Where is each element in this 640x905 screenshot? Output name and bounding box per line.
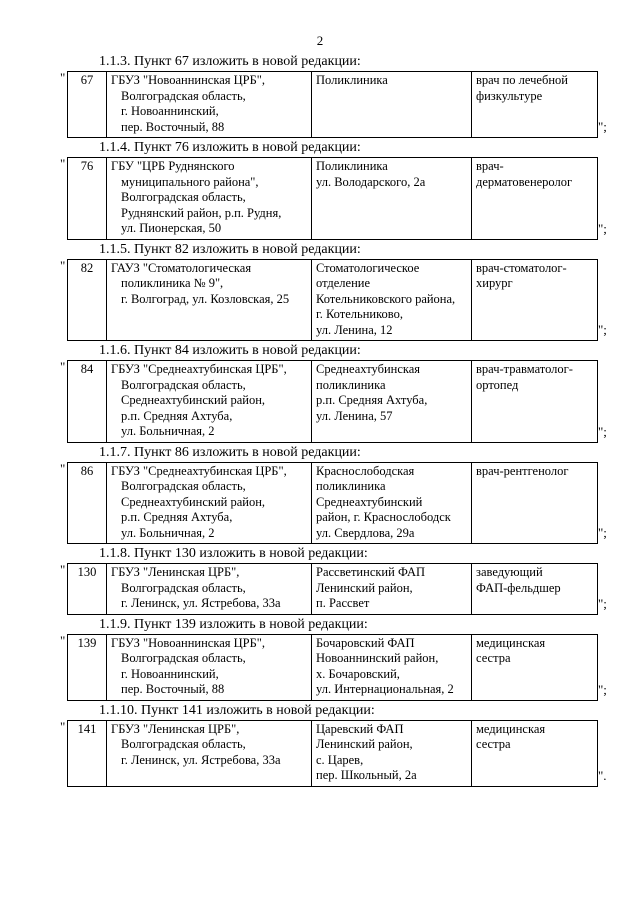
cell-line: Ленинский район, xyxy=(316,737,413,751)
cell-line: пер. Школьный, 2а xyxy=(316,768,417,782)
cell-line: Волгоградская область, xyxy=(121,651,246,665)
table-wrapper xyxy=(0,634,640,701)
closing-quote: "; xyxy=(598,322,607,337)
cell-line: Котельниковского района, xyxy=(316,291,456,306)
opening-quote: " xyxy=(60,718,66,734)
organization-cell xyxy=(107,462,312,544)
cell-line: Краснослободская xyxy=(316,463,415,478)
amendment-heading: 1.1.5. Пункт 82 изложить в новой редакции: xyxy=(99,241,361,257)
cell-line: заведующий xyxy=(476,565,543,579)
cell-line: медицинская xyxy=(476,721,546,736)
amendment-heading: 1.1.7. Пункт 86 изложить в новой редакции: xyxy=(99,444,361,460)
cell-line: медицинская xyxy=(476,635,546,650)
item-number-cell: 67 xyxy=(68,72,107,138)
cell-line: р.п. Средняя Ахтуба, xyxy=(121,408,233,423)
position-cell xyxy=(472,361,598,443)
position-cell xyxy=(472,259,598,341)
opening-quote: " xyxy=(60,359,66,374)
subdivision-cell xyxy=(312,158,472,240)
amendment-heading: 1.1.3. Пункт 67 изложить в новой редакции: xyxy=(99,54,361,69)
cell-line: ГБУ "ЦРБ Руднянского xyxy=(111,159,235,173)
amendment-heading: 1.1.4. Пункт 76 изложить в новой редакции: xyxy=(99,140,361,155)
item-number-cell: 76 xyxy=(68,158,107,240)
cell-line: врач- xyxy=(476,159,504,173)
cell-line: г. Новоаннинский, xyxy=(121,104,219,118)
organization-cell xyxy=(107,158,312,240)
cell-line: сестра xyxy=(476,737,511,751)
position-cell xyxy=(472,462,598,544)
cell-line: Стоматологическое xyxy=(316,260,420,275)
cell-line: поликлиника № 9", xyxy=(121,276,224,290)
cell-line: г. Ленинск, ул. Ястребова, 33а xyxy=(121,752,281,767)
amendment-table xyxy=(67,71,598,138)
cell-line: пер. Восточный, 88 xyxy=(121,682,225,696)
cell-line: пер. Восточный, 88 xyxy=(121,119,225,134)
cell-line: Волгоградская область, xyxy=(121,737,246,751)
cell-line: ГБУЗ "Ленинская ЦРБ", xyxy=(111,721,240,736)
cell-line: врач-травматолог- xyxy=(476,362,573,376)
cell-line: ул. Ленина, 57 xyxy=(316,408,393,423)
opening-quote: " xyxy=(60,562,66,577)
table-row xyxy=(68,259,598,341)
amendment-heading: 1.1.6. Пункт 84 изложить в новой редакции: xyxy=(99,343,361,358)
item-number-cell: 141 xyxy=(68,720,107,786)
cell-line: х. Бочаровский, xyxy=(316,666,400,681)
cell-line: ГАУЗ "Стоматологическая xyxy=(111,260,252,275)
opening-quote: " xyxy=(60,70,66,85)
amendment-item xyxy=(0,617,640,701)
table-wrapper xyxy=(0,157,640,240)
organization-cell xyxy=(107,634,312,700)
table-row xyxy=(68,72,598,138)
cell-line: ГБУЗ "Ленинская ЦРБ", xyxy=(111,565,240,579)
table-row xyxy=(68,720,598,786)
item-number-cell: 139 xyxy=(68,634,107,700)
cell-line: ул. Больничная, 2 xyxy=(121,525,215,540)
cell-line: ГБУЗ "Среднеахтубинская ЦРБ", xyxy=(111,463,287,478)
cell-line: Волгоградская область, xyxy=(121,479,246,493)
table-row xyxy=(68,361,598,443)
cell-line: Волгоградская область, xyxy=(121,190,246,204)
amendment-table xyxy=(67,360,598,443)
cell-line: район, г. Краснослободск xyxy=(316,510,451,524)
cell-line: поликлиника xyxy=(316,377,386,392)
amendment-item xyxy=(0,140,640,240)
cell-line: сестра xyxy=(476,651,511,665)
cell-line: Среднеахтубинский район, xyxy=(121,494,266,509)
organization-cell xyxy=(107,259,312,341)
cell-line: ГБУЗ "Новоаннинская ЦРБ", xyxy=(111,635,266,650)
position-cell xyxy=(472,564,598,615)
cell-line: Волгоградская область, xyxy=(121,88,246,103)
cell-line: г. Котельниково, xyxy=(316,307,403,321)
cell-line: с. Царев, xyxy=(316,752,364,767)
position-cell xyxy=(472,72,598,138)
cell-line: Среднеахтубинский xyxy=(316,494,423,509)
cell-line: врач-рентгенолог xyxy=(476,463,569,478)
subdivision-cell xyxy=(312,72,472,138)
cell-line: Среднеахтубинская xyxy=(316,362,421,376)
subdivision-cell xyxy=(312,720,472,786)
opening-quote: " xyxy=(60,156,66,171)
organization-cell xyxy=(107,361,312,443)
cell-line: врач-стоматолог- xyxy=(476,260,567,275)
organization-cell xyxy=(107,720,312,786)
amendment-item xyxy=(0,546,640,615)
amendment-item xyxy=(0,703,640,787)
amendments-list xyxy=(0,54,640,789)
organization-cell xyxy=(107,564,312,615)
cell-line: Бочаровский ФАП xyxy=(316,635,415,650)
table-row xyxy=(68,564,598,615)
subdivision-cell xyxy=(312,462,472,544)
cell-line: отделение xyxy=(316,276,371,290)
item-number-cell: 130 xyxy=(68,564,107,615)
cell-line: ГБУЗ "Новоаннинская ЦРБ", xyxy=(111,73,266,87)
cell-line: г. Ленинск, ул. Ястребова, 33а xyxy=(121,596,281,610)
cell-line: Царевский ФАП xyxy=(316,721,404,736)
cell-line: ортопед xyxy=(476,377,519,392)
subdivision-cell xyxy=(312,634,472,700)
cell-line: ул. Интернациональная, 2 xyxy=(316,682,454,696)
closing-quote: "; xyxy=(598,119,607,134)
cell-line: г. Волгоград, ул. Козловская, 25 xyxy=(121,291,290,306)
cell-line: дерматовенеролог xyxy=(476,174,573,189)
cell-line: Среднеахтубинский район, xyxy=(121,393,266,407)
cell-line: ул. Пионерская, 50 xyxy=(121,221,222,235)
closing-quote: ". xyxy=(598,767,607,783)
table-row xyxy=(68,158,598,240)
subdivision-cell xyxy=(312,259,472,341)
item-number-cell: 84 xyxy=(68,361,107,443)
closing-quote: "; xyxy=(598,681,607,697)
amendment-table xyxy=(67,720,598,787)
cell-line: хирург xyxy=(476,276,513,290)
table-wrapper xyxy=(0,71,640,138)
amendment-table xyxy=(67,259,598,342)
cell-line: ФАП-фельдшер xyxy=(476,580,561,595)
position-cell xyxy=(472,720,598,786)
cell-line: Рассветинский ФАП xyxy=(316,565,426,579)
cell-line: п. Рассвет xyxy=(316,596,370,610)
table-row xyxy=(68,634,598,700)
organization-cell xyxy=(107,72,312,138)
cell-line: ул. Володарского, 2а xyxy=(316,174,426,189)
table-wrapper xyxy=(0,259,640,342)
subdivision-cell xyxy=(312,564,472,615)
amendment-heading: 1.1.9. Пункт 139 изложить в новой редакции: xyxy=(99,616,368,632)
amendment-table xyxy=(67,634,598,701)
cell-line: физкультуре xyxy=(476,88,543,103)
amendment-heading: 1.1.10. Пункт 141 изложить в новой редакции: xyxy=(99,702,375,718)
cell-line: ул. Ленина, 12 xyxy=(316,322,393,337)
opening-quote: " xyxy=(60,632,66,648)
cell-line: Ленинский район, xyxy=(316,580,413,595)
closing-quote: "; xyxy=(598,525,607,540)
cell-line: ул. Свердлова, 29а xyxy=(316,525,415,540)
cell-line: муниципального района", xyxy=(121,174,259,189)
amendment-table xyxy=(67,563,598,615)
table-wrapper xyxy=(0,720,640,787)
cell-line: Поликлиника xyxy=(316,73,388,87)
table-wrapper xyxy=(0,360,640,443)
amendment-table xyxy=(67,462,598,545)
cell-line: поликлиника xyxy=(316,479,386,493)
subdivision-cell xyxy=(312,361,472,443)
cell-line: Руднянский район, р.п. Рудня, xyxy=(121,205,282,220)
cell-line: Волгоградская область, xyxy=(121,580,246,595)
page-number: 2 xyxy=(316,33,324,48)
opening-quote: " xyxy=(60,460,66,476)
amendment-item xyxy=(0,54,640,138)
table-wrapper xyxy=(0,462,640,545)
closing-quote: "; xyxy=(598,220,607,236)
closing-quote: "; xyxy=(598,423,607,439)
cell-line: г. Новоаннинский, xyxy=(121,666,219,681)
amendment-heading: 1.1.8. Пункт 130 изложить в новой редакции: xyxy=(99,546,368,561)
table-wrapper xyxy=(0,563,640,615)
amendment-table xyxy=(67,157,598,240)
amendment-item xyxy=(0,445,640,545)
item-number-cell: 86 xyxy=(68,462,107,544)
table-row xyxy=(68,462,598,544)
cell-line: ГБУЗ "Среднеахтубинская ЦРБ", xyxy=(111,362,287,376)
amendment-item xyxy=(0,343,640,443)
position-cell xyxy=(472,634,598,700)
cell-line: Поликлиника xyxy=(316,159,388,173)
cell-line: р.п. Средняя Ахтуба, xyxy=(121,510,233,524)
opening-quote: " xyxy=(60,257,66,273)
cell-line: Новоаннинский район, xyxy=(316,651,439,665)
cell-line: ул. Больничная, 2 xyxy=(121,424,215,438)
cell-line: Волгоградская область, xyxy=(121,377,246,392)
item-number-cell: 82 xyxy=(68,259,107,341)
cell-line: р.п. Средняя Ахтуба, xyxy=(316,393,428,407)
closing-quote: "; xyxy=(598,595,607,611)
cell-line: врач по лечебной xyxy=(476,73,568,87)
amendment-item xyxy=(0,242,640,342)
position-cell xyxy=(472,158,598,240)
